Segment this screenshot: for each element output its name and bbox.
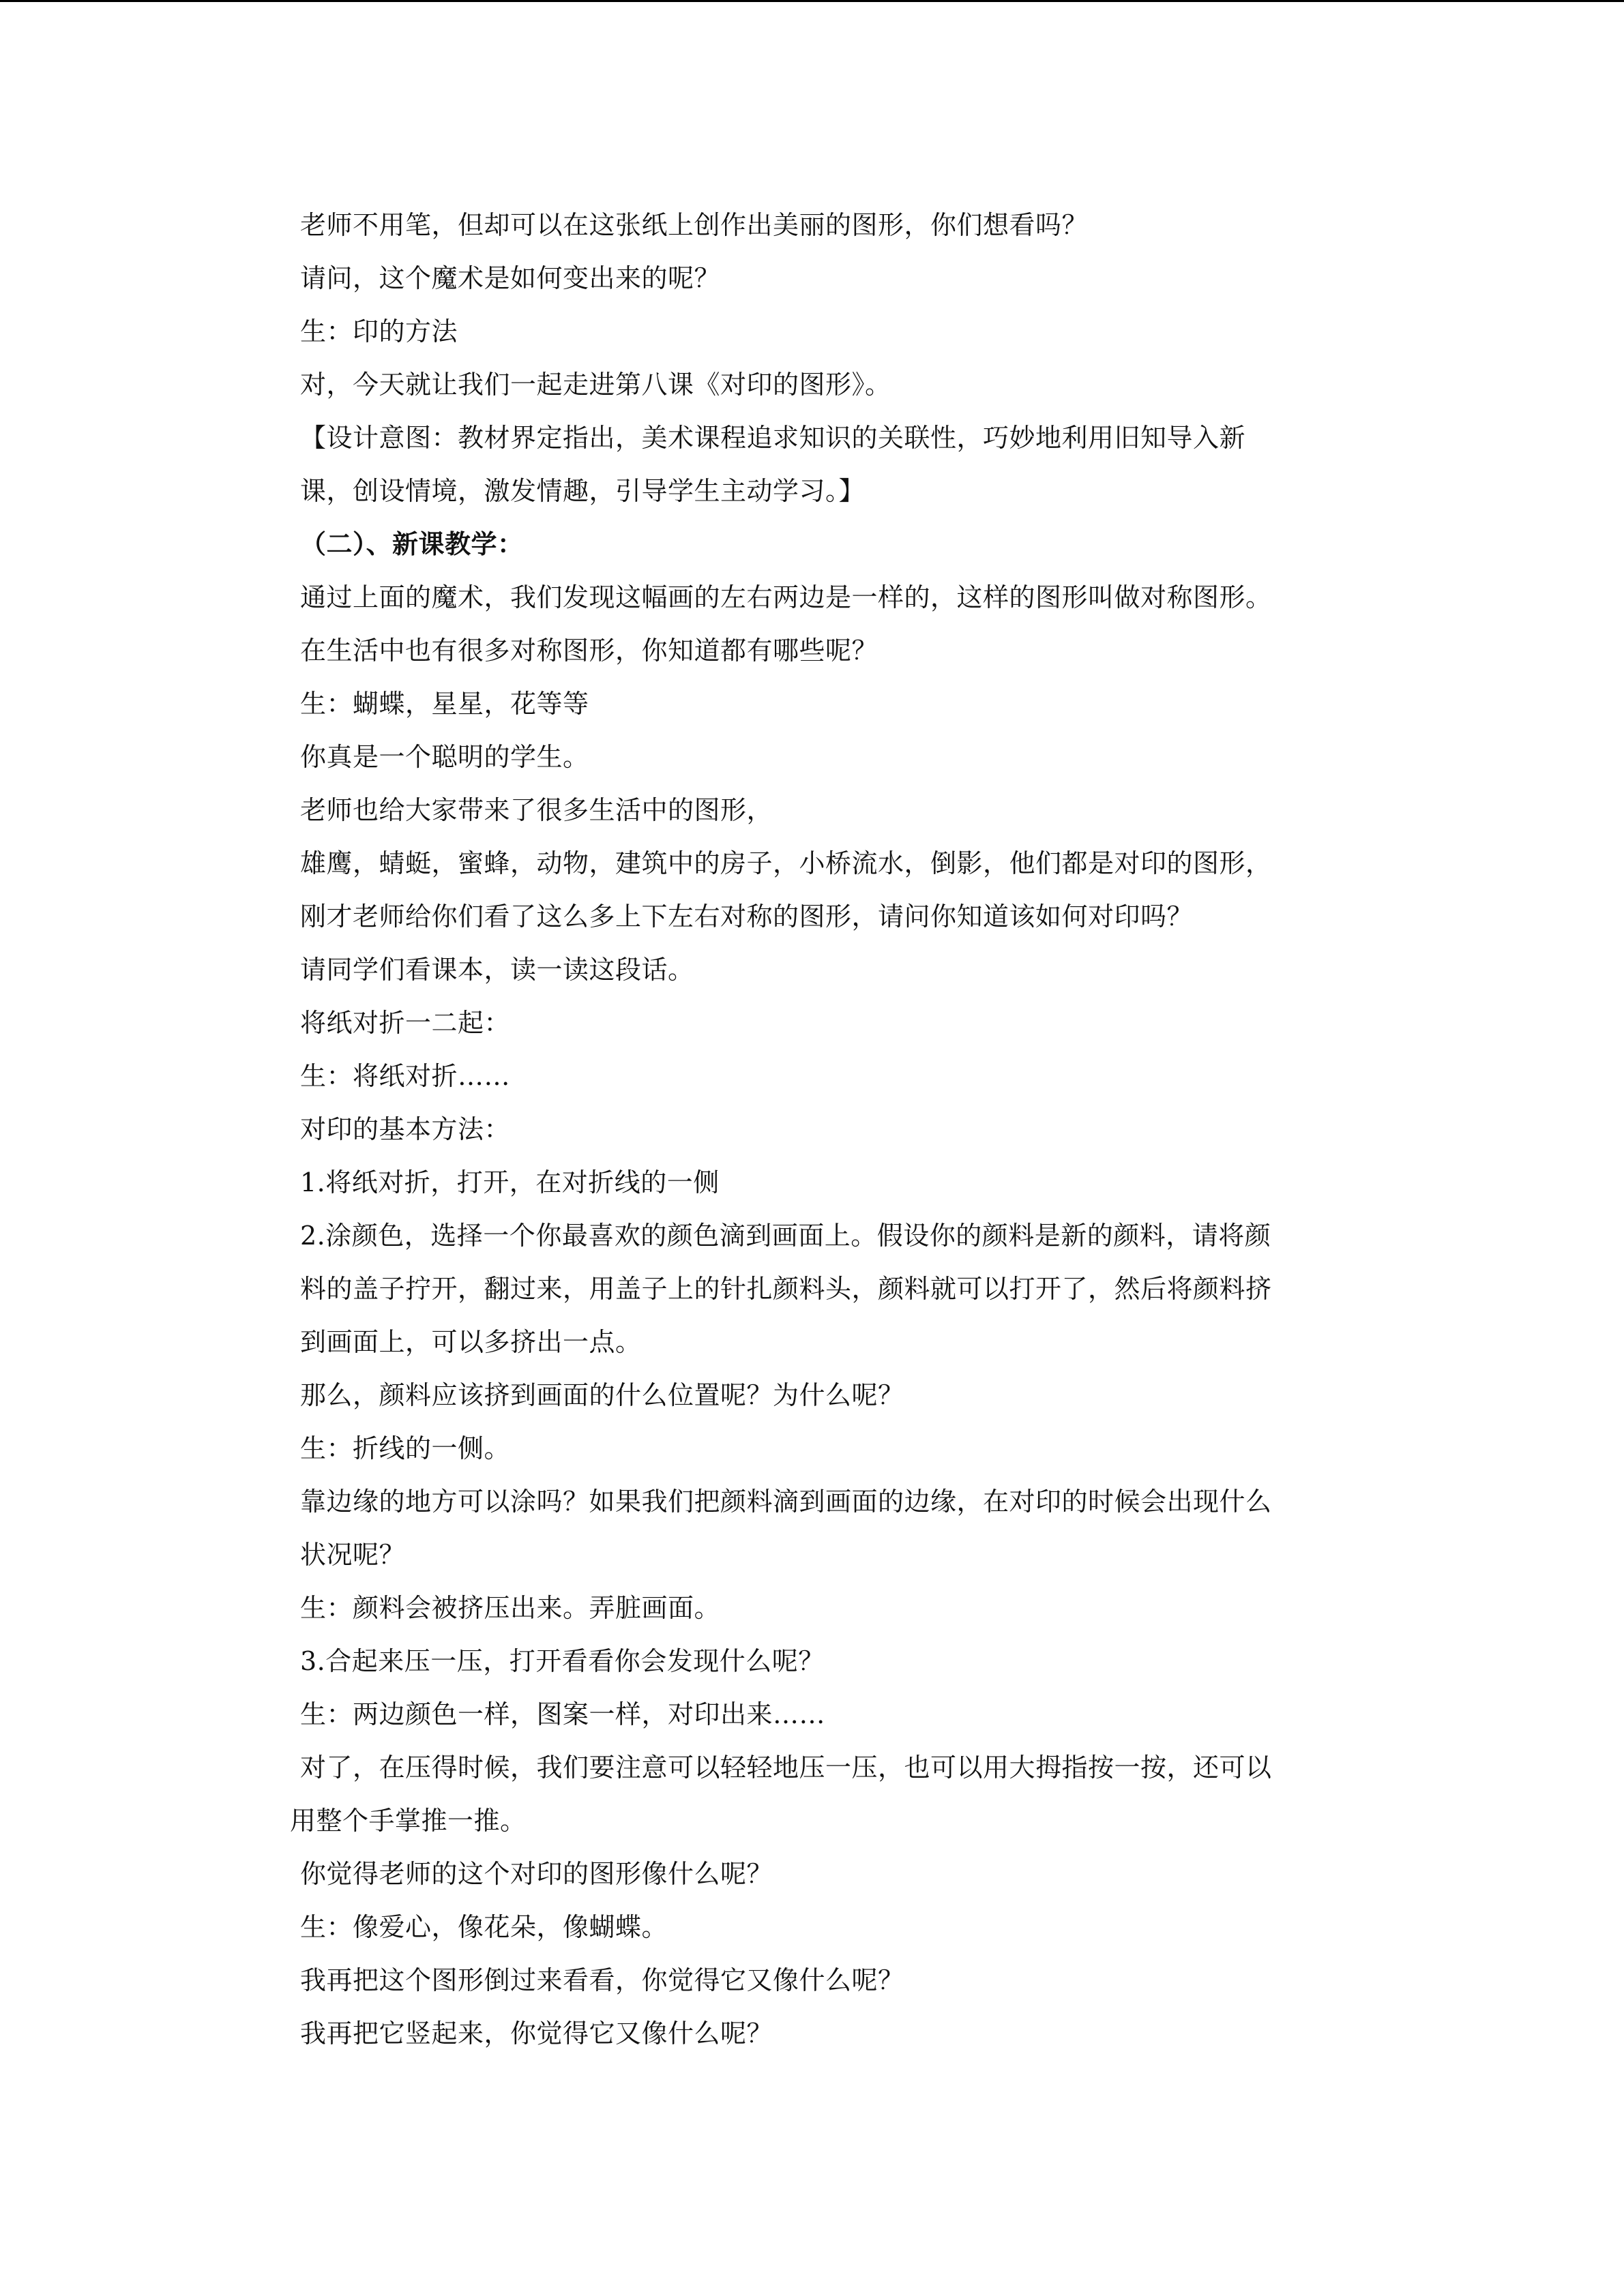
text-line: 你觉得老师的这个对印的图形像什么呢？ [300, 1859, 773, 1889]
text-line: 状况呢？ [300, 1540, 406, 1570]
text-line: 1.将纸对折，打开，在对折线的一侧 [300, 1167, 720, 1197]
text-line: 在生活中也有很多对称图形，你知道都有哪些呢？ [300, 636, 879, 666]
text-line: 对印的基本方法： [300, 1114, 511, 1144]
text-line: 通过上面的魔术，我们发现这幅画的左右两边是一样的，这样的图形叫做对称图形。 [300, 582, 1272, 612]
text-line: 我再把这个图形倒过来看看，你觉得它又像什么呢？ [300, 1965, 904, 1995]
text-line: 刚才老师给你们看了这么多上下左右对称的图形，请问你知道该如何对印吗？ [300, 901, 1194, 931]
text-line: 请问，这个魔术是如何变出来的呢？ [300, 263, 721, 293]
text-line: 到画面上，可以多挤出一点。 [300, 1327, 642, 1357]
text-line: 靠边缘的地方可以涂吗？如果我们把颜料滴到画面的边缘，在对印的时候会出现什么 [300, 1487, 1272, 1517]
text-line: 雄鹰，蜻蜓，蜜蜂，动物，建筑中的房子，小桥流水，倒影，他们都是对印的图形， [300, 848, 1272, 878]
text-line: 将纸对折一二起： [300, 1008, 511, 1038]
text-line: 请同学们看课本，读一读这段话。 [300, 955, 694, 985]
text-line: 老师不用笔，但却可以在这张纸上创作出美丽的图形，你们想看吗？ [300, 210, 1089, 240]
design-intent-line: 课，创设情境，激发情趣，引导学生主动学习。】 [300, 476, 866, 506]
text-line: 老师也给大家带来了很多生活中的图形， [300, 795, 773, 825]
text-line: 那么，颜料应该挤到画面的什么位置呢？为什么呢？ [300, 1380, 904, 1410]
text-line: 2.涂颜色，选择一个你最喜欢的颜色滴到画面上。假设你的颜料是新的颜料，请将颜 [300, 1221, 1271, 1251]
text-line: 3.合起来压一压，打开看看你会发现什么呢？ [300, 1646, 825, 1676]
text-line: 生：两边颜色一样，图案一样，对印出来…… [300, 1699, 826, 1729]
text-line: 你真是一个聪明的学生。 [300, 742, 589, 772]
text-line: 生：颜料会被挤压出来。弄脏画面。 [300, 1593, 721, 1623]
design-intent-line: 【设计意图：教材界定指出，美术课程追求知识的关联性，巧妙地利用旧知导入新 [300, 423, 1246, 453]
section-heading: （二）、新课教学： [300, 528, 524, 559]
text-line: 生：像爱心，像花朵，像蝴蝶。 [300, 1912, 668, 1942]
text-line: 料的盖子拧开，翻过来，用盖子上的针扎颜料头，颜料就可以打开了，然后将颜料挤 [300, 1274, 1272, 1304]
text-line: 生：将纸对折…… [300, 1061, 511, 1091]
text-line: 对，今天就让我们一起走进第八课《对印的图形》。 [300, 370, 891, 400]
text-line: 我再把它竖起来，你觉得它又像什么呢？ [300, 2018, 773, 2048]
text-line: 生：蝴蝶，星星，花等等 [300, 689, 589, 719]
text-line: 用整个手掌推一推。 [290, 1806, 527, 1836]
text-line: 生：折线的一侧。 [300, 1433, 511, 1463]
text-line: 生：印的方法 [300, 316, 458, 346]
text-line: 对了，在压得时候，我们要注意可以轻轻地压一压，也可以用大拇指按一按，还可以 [300, 1753, 1272, 1783]
